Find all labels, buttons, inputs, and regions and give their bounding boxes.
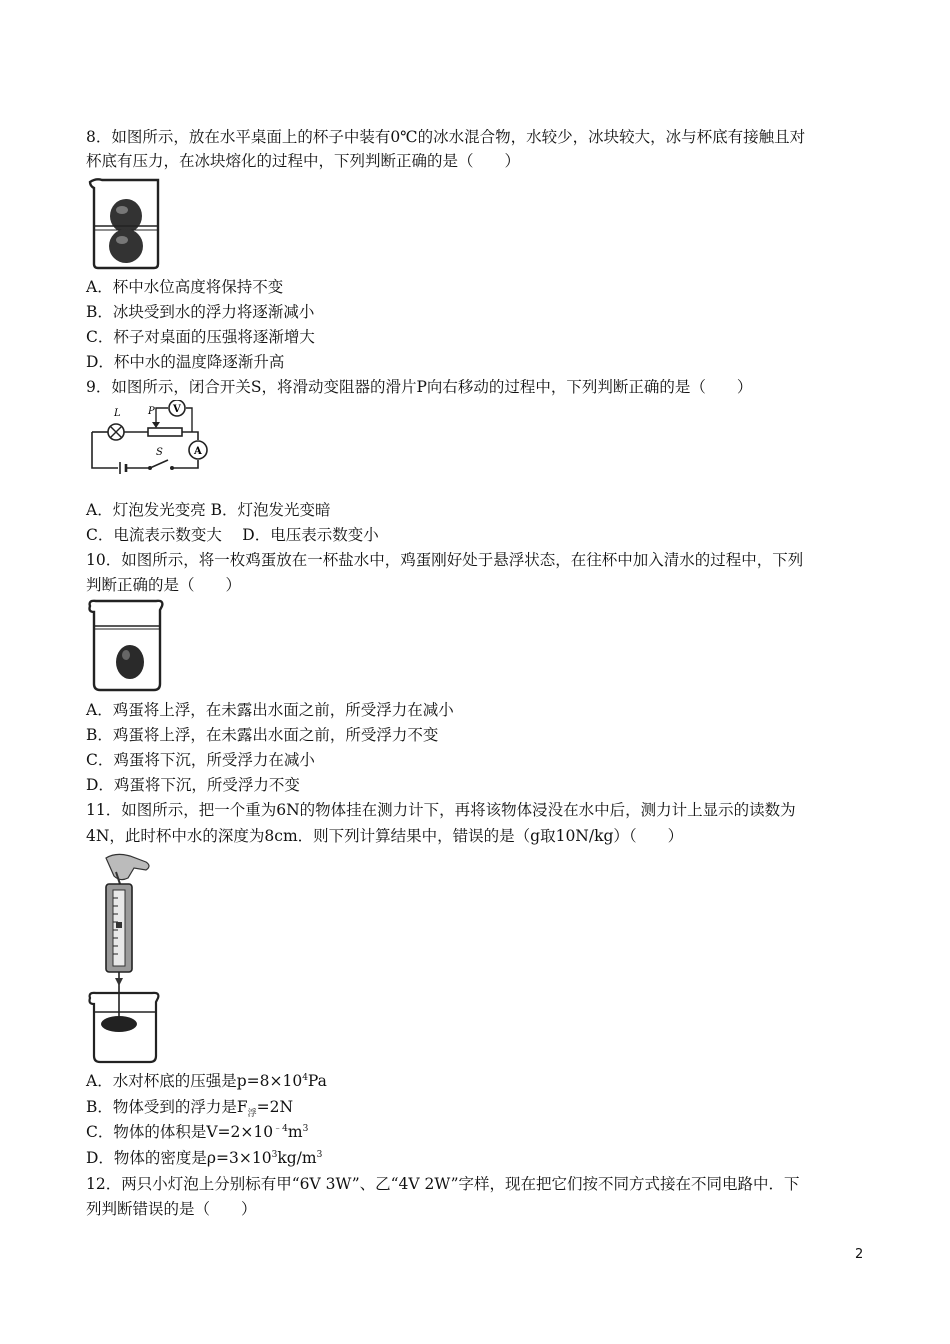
q9-circuit-figure [86, 400, 216, 476]
q8-option-b: B．冰块受到水的浮力将逐渐减小 [86, 303, 315, 321]
q10-option-c: C．鸡蛋将下沉，所受浮力在减小 [86, 751, 315, 769]
q11-option-d: D．物体的密度是$\rho=3\times 10^3kg/m^3$ [86, 1149, 323, 1167]
q10-stem-line2: 判断正确的是（ ） [86, 576, 242, 594]
q9-options-line1: A．灯泡发光变亮 B．灯泡发光变暗 [86, 501, 331, 519]
q8-option-c: C．杯子对桌面的压强将逐渐增大 [86, 328, 315, 346]
page-number: 2 [855, 1247, 864, 1262]
q9-ammeter-label: A [194, 446, 202, 457]
q8-option-d: D．杯中水的温度降逐渐升高 [86, 353, 285, 371]
q10-option-b: B．鸡蛋将上浮，在未露出水面之前，所受浮力不变 [86, 726, 439, 744]
q10-option-a: A．鸡蛋将上浮，在未露出水面之前，所受浮力在减小 [86, 701, 454, 719]
q10-stem-line1: 10．如图所示，将一枚鸡蛋放在一杯盐水中，鸡蛋刚好处于悬浮状态，在往杯中加入清水的过程中，下列 [86, 551, 804, 569]
q11-option-b: B．物体受到的浮力是$F_浮=2N$ [86, 1098, 294, 1120]
q8-option-a: A．杯中水位高度将保持不变 [86, 278, 284, 296]
q9-switch-label: S [156, 447, 163, 458]
q9-slider-label: P [148, 406, 155, 417]
q11-stem-line1: 11．如图所示，把一个重为6N的物体挂在测力计下，再将该物体浸没在水中后，测力计上显示的读数为 [86, 801, 796, 819]
q11-option-c: C．物体的体积是$V=2\times 10^{﹣4}m^3$ [86, 1123, 309, 1141]
q9-options-line2: C．电流表示数变大 D．电压表示数变小 [86, 526, 379, 544]
q8-stem-line1: 8．如图所示，放在水平桌面上的杯子中装有0℃的冰水混合物，水较少，冰块较大，冰与杯底有接触且对 [86, 128, 806, 146]
q8-stem-line2: 杯底有压力，在冰块熔化的过程中，下列判断正确的是（ ） [86, 152, 521, 170]
q8-beaker-figure [86, 176, 166, 272]
q9-voltmeter-label: V [173, 404, 181, 415]
q11-spring-scale-figure [86, 852, 162, 1066]
q9-lamp-label: L [114, 408, 121, 419]
q12-stem-line2: 列判断错误的是（ ） [86, 1200, 257, 1218]
q11-stem-line2: 4N，此时杯中水的深度为8cm．则下列计算结果中，错误的是（g取10N/kg）（ ） [86, 827, 684, 845]
q10-beaker-figure [86, 598, 166, 694]
q11-option-a: A．水对杯底的压强是$p=8\times 10^4Pa$ [86, 1072, 327, 1090]
q9-stem-line1: 9．如图所示，闭合开关S，将滑动变阻器的滑片P向右移动的过程中，下列判断正确的是（ ） [86, 378, 753, 396]
q10-option-d: D．鸡蛋将下沉，所受浮力不变 [86, 776, 300, 794]
q12-stem-line1: 12．两只小灯泡上分别标有甲“6V 3W”、乙“4V 2W”字样，现在把它们按不同方式接在不同电路中．下 [86, 1175, 800, 1193]
